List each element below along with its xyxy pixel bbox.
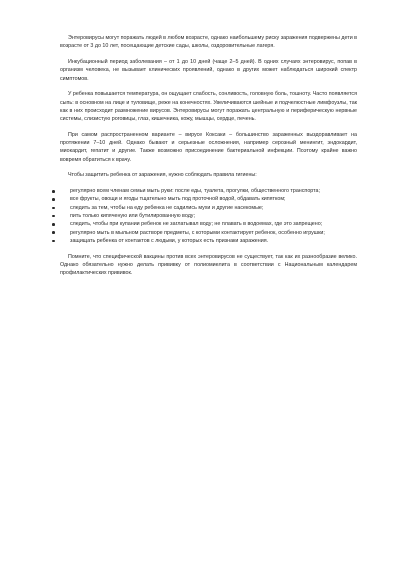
bullet-icon	[52, 207, 55, 210]
bullet-icon	[52, 240, 55, 243]
bullet-icon	[52, 215, 55, 218]
paragraph-coxsackie: При самом распространенном варианте – вирусе Коксаки – большинство зараженных выздоравливает на протяжении 7–10 дней. Однако бывают и серьезные осложнения, например серозный менингит, эндокардит, миокардит, гепатит и другие. Также возможно присоединение бактериальной инфекции. Поэтому крайне важно вовремя обратиться к врачу.	[60, 131, 357, 163]
list-item-text: следить, чтобы при купании ребенок не заглатывал воду; не плавать в водоемах, где это запрещено;	[70, 221, 323, 228]
list-item	[52, 187, 357, 195]
document-body	[60, 34, 357, 285]
bullet-icon	[52, 198, 55, 201]
paragraph-symptoms: У ребенка повышается температура, он ощущает слабость, сонливость, головную боль, тошноту. Часто появляется сыпь: в основном на лице и туловище, реже на конечностях. Увеличиваются шейные и подчелюстные лимфоузлы, так как в них происходит размножение вирусов. Энтеровирусы могут поражать центральную и периферическую нервные системы, слизистую роговицы, глаз, кишечника, кожу, мышцы, сердце, печень.	[60, 91, 357, 123]
hygiene-rules-list	[52, 187, 357, 245]
list-item	[52, 204, 357, 212]
paragraph-hygiene-intro: Чтобы защитить ребенка от заражения, нужно соблюдать правила гигиены:	[68, 172, 257, 179]
list-item	[52, 229, 357, 237]
list-item	[52, 212, 357, 220]
list-item-text: все фрукты, овощи и ягоды тщательно мыть под проточной водой, обдавать кипятком;	[70, 196, 286, 203]
list-item-text: защищать ребенка от контактов с людьми, у которых есть признаки заражения.	[70, 237, 269, 244]
list-item	[52, 237, 357, 245]
list-item-text: регулярно мыть в мыльном растворе предметы, с которыми контактирует ребенок, особенно игрушки;	[70, 229, 325, 236]
paragraph-risk-group: Энтеровирусы могут поражать людей в любом возрасте, однако наибольшему риску заражения подвержены дети в возрасте от 3 до 10 лет, посещающие детские сады, школы, оздоровительные лагеря.	[60, 35, 358, 50]
list-item-text: следить за тем, чтобы на еду ребенка не садились мухи и другие насекомые;	[70, 204, 264, 211]
bullet-icon	[52, 231, 55, 234]
paragraph-incubation: Инкубационный период заболевания – от 1 до 10 дней (чаще 2–5 дней). В одних случаях энтеровирус, попав в организм человека, не вызывает клинических проявлений, однако в других может наблюдаться широкий спектр симптомов.	[60, 58, 357, 82]
list-item-text: регулярно всем членам семьи мыть руки: после еды, туалета, прогулки, общественного транспорта;	[70, 188, 320, 195]
bullet-icon	[52, 223, 55, 226]
list-item	[52, 220, 357, 228]
paragraph-vaccination: Помните, что специфической вакцины против всех энтеровирусов не существует, так как их разнообразие велико. Однако обязательно нужно делать прививку от полиомиелита в соответствии с Национальным календарем профилактических прививок.	[60, 253, 357, 277]
hygiene-rules-list-wrap	[52, 187, 357, 245]
list-item-text: пить только кипяченую или бутилированную воду;	[70, 213, 195, 219]
list-item	[52, 195, 357, 203]
bullet-icon	[52, 190, 55, 193]
